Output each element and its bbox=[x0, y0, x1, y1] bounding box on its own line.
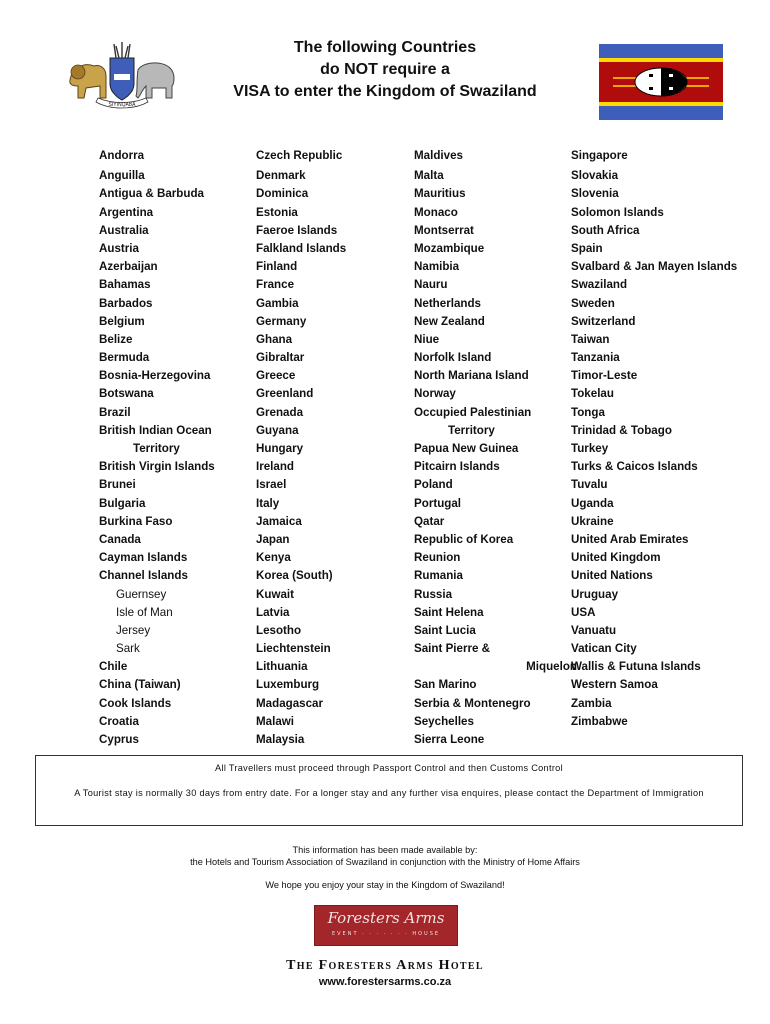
country-item: North Mariana Island bbox=[414, 369, 529, 383]
country-item: Gibraltar bbox=[256, 351, 305, 365]
country-item: Maldives bbox=[414, 149, 463, 162]
title-line-2: do NOT require a bbox=[320, 61, 450, 78]
country-item: Isle of Man bbox=[116, 605, 173, 619]
country-item: Germany bbox=[256, 314, 307, 328]
hotel-name: The Foresters Arms Hotel bbox=[286, 958, 484, 973]
country-item: Azerbaijan bbox=[99, 260, 158, 274]
country-item: Denmark bbox=[256, 169, 306, 183]
country-item: Finland bbox=[256, 260, 298, 274]
country-item: Saint Pierre & bbox=[414, 642, 491, 656]
country-item: Guernsey bbox=[116, 587, 167, 601]
country-item: Wallis & Futuna Islands bbox=[571, 660, 701, 674]
country-item: Norway bbox=[414, 387, 456, 401]
country-item: Botswana bbox=[99, 387, 154, 401]
country-item: Niue bbox=[414, 332, 440, 346]
country-item: Canada bbox=[99, 532, 141, 546]
country-item: Liechtenstein bbox=[256, 642, 331, 656]
country-item: Vatican City bbox=[571, 642, 637, 656]
country-item: Singapore bbox=[571, 149, 628, 162]
country-item: Russia bbox=[414, 587, 453, 601]
country-item: New Zealand bbox=[414, 314, 485, 328]
country-item: Switzerland bbox=[571, 314, 636, 328]
country-item: Spain bbox=[571, 241, 603, 255]
country-item: Italy bbox=[256, 496, 280, 510]
country-item: Greenland bbox=[256, 387, 314, 401]
country-item: Ghana bbox=[256, 332, 293, 346]
country-item: Lesotho bbox=[256, 623, 302, 637]
country-item: Vanuatu bbox=[571, 623, 617, 637]
travel-notice-box bbox=[35, 755, 743, 826]
country-item: Chile bbox=[99, 660, 128, 674]
country-item: Zambia bbox=[571, 696, 612, 710]
country-item: Malaysia bbox=[256, 733, 305, 746]
crest-motto: SIYINQABA bbox=[108, 102, 136, 108]
country-item: Croatia bbox=[99, 714, 139, 728]
country-item: Austria bbox=[99, 241, 139, 255]
country-item: Tonga bbox=[571, 405, 605, 419]
country-item: United Kingdom bbox=[571, 551, 661, 565]
country-item: Barbados bbox=[99, 296, 153, 310]
country-item: Republic of Korea bbox=[414, 532, 514, 546]
country-item: Slovakia bbox=[571, 169, 619, 183]
country-item: Jamaica bbox=[256, 514, 302, 528]
country-item: Miquelon bbox=[526, 660, 577, 674]
country-item: Kenya bbox=[256, 551, 291, 565]
title-line-3: VISA to enter the Kingdom of Swaziland bbox=[233, 83, 537, 100]
country-item: Slovenia bbox=[571, 187, 619, 201]
country-item: Solomon Islands bbox=[571, 205, 664, 219]
country-item: Korea (South) bbox=[256, 569, 333, 583]
country-item: Malawi bbox=[256, 714, 295, 728]
country-item: Ukraine bbox=[571, 514, 614, 528]
country-item: Belgium bbox=[99, 314, 145, 328]
foresters-arms-logo bbox=[314, 905, 458, 946]
country-item: Poland bbox=[414, 478, 453, 492]
country-item: Namibia bbox=[414, 260, 460, 274]
country-item: Guyana bbox=[256, 423, 299, 437]
country-item: Svalbard & Jan Mayen Islands bbox=[571, 260, 738, 274]
country-item: Reunion bbox=[414, 551, 461, 565]
notice-tourist-stay: A Tourist stay is normally 30 days from entry date. For a longer stay and any further visa enquires, please contact the Department of Immigration bbox=[74, 788, 704, 798]
country-item: Turkey bbox=[571, 442, 609, 455]
country-item: Mauritius bbox=[414, 187, 466, 201]
country-item: Nauru bbox=[414, 278, 448, 292]
swaziland-flag-icon bbox=[599, 44, 723, 120]
country-item: Brunei bbox=[99, 478, 136, 492]
country-item: British Indian Ocean bbox=[99, 423, 212, 437]
country-item: Hungary bbox=[256, 442, 304, 455]
country-item: Territory bbox=[448, 423, 495, 437]
page-title bbox=[185, 37, 585, 103]
country-item: Argentina bbox=[99, 205, 154, 219]
country-item: Belize bbox=[99, 332, 133, 346]
country-item: Swaziland bbox=[571, 278, 628, 292]
country-item: Luxemburg bbox=[256, 678, 320, 692]
notice-passport-control: All Travellers must proceed through Passport Control and then Customs Control bbox=[215, 763, 563, 773]
country-item: United Arab Emirates bbox=[571, 532, 689, 546]
country-item: Grenada bbox=[256, 405, 304, 419]
country-item: South Africa bbox=[571, 223, 640, 237]
country-item: Madagascar bbox=[256, 696, 324, 710]
country-item: Seychelles bbox=[414, 714, 474, 728]
country-item: Dominica bbox=[256, 187, 309, 201]
country-item: Saint Lucia bbox=[414, 623, 476, 637]
country-item: Norfolk Island bbox=[414, 351, 492, 365]
country-item: Uruguay bbox=[571, 587, 619, 601]
country-item: Burkina Faso bbox=[99, 514, 173, 528]
country-item: British Virgin Islands bbox=[99, 460, 215, 474]
hotel-website-link[interactable]: www.forestersarms.co.za bbox=[318, 976, 452, 988]
country-item: United Nations bbox=[571, 569, 653, 583]
country-item: Lithuania bbox=[256, 660, 308, 674]
country-item: Sark bbox=[116, 642, 140, 656]
title-line-1: The following Countries bbox=[293, 39, 477, 56]
country-item: Montserrat bbox=[414, 223, 474, 237]
country-item: Qatar bbox=[414, 514, 445, 528]
country-item: Territory bbox=[133, 442, 180, 455]
country-item: Estonia bbox=[256, 205, 298, 219]
country-item: Jersey bbox=[116, 623, 151, 637]
country-item: France bbox=[256, 278, 295, 292]
country-item: Cyprus bbox=[99, 733, 139, 746]
info-enjoy-stay: We hope you enjoy your stay in the Kingdom of Swaziland! bbox=[265, 880, 505, 890]
country-item: Bosnia-Herzegovina bbox=[99, 369, 211, 383]
country-item: Australia bbox=[99, 223, 149, 237]
country-item: Saint Helena bbox=[414, 605, 484, 619]
country-item: Rumania bbox=[414, 569, 463, 583]
country-item: Bermuda bbox=[99, 351, 150, 365]
country-item: Antigua & Barbuda bbox=[99, 187, 204, 201]
country-item: Papua New Guinea bbox=[414, 442, 519, 455]
country-item: Mozambique bbox=[414, 241, 485, 255]
country-item: Timor-Leste bbox=[571, 369, 638, 383]
country-item: Bahamas bbox=[99, 278, 151, 292]
country-item: Cook Islands bbox=[99, 696, 172, 710]
country-item: Occupied Palestinian bbox=[414, 405, 532, 419]
country-item: Anguilla bbox=[99, 169, 145, 183]
country-item: Kuwait bbox=[256, 587, 295, 601]
country-item: Sierra Leone bbox=[414, 733, 485, 746]
logo-script-text: Foresters Arms bbox=[327, 909, 445, 927]
country-item: Turks & Caicos Islands bbox=[571, 460, 698, 474]
country-item: Cayman Islands bbox=[99, 551, 188, 565]
country-item: Czech Republic bbox=[256, 149, 343, 162]
country-item: Zimbabwe bbox=[571, 714, 628, 728]
country-item: Sweden bbox=[571, 296, 615, 310]
country-item: Brazil bbox=[99, 405, 131, 419]
coat-of-arms-icon bbox=[66, 40, 178, 112]
country-item: Trinidad & Tobago bbox=[571, 423, 672, 437]
country-item: Tokelau bbox=[571, 387, 614, 401]
logo-small-text: EVENT · · · · · · · HOUSE bbox=[331, 931, 441, 937]
country-item: Latvia bbox=[256, 605, 290, 619]
country-item: Bulgaria bbox=[99, 496, 146, 510]
country-item: Pitcairn Islands bbox=[414, 460, 500, 474]
country-item: Japan bbox=[256, 532, 290, 546]
country-item: Netherlands bbox=[414, 296, 482, 310]
country-item: San Marino bbox=[414, 678, 477, 692]
country-item: Ireland bbox=[256, 460, 295, 474]
country-item: Israel bbox=[256, 478, 287, 492]
country-item: China (Taiwan) bbox=[99, 678, 181, 692]
country-item: Uganda bbox=[571, 496, 614, 510]
country-item: Tuvalu bbox=[571, 478, 608, 492]
country-item: Monaco bbox=[414, 205, 458, 219]
country-item: USA bbox=[571, 605, 596, 619]
country-item: Faeroe Islands bbox=[256, 223, 338, 237]
country-item: Gambia bbox=[256, 296, 299, 310]
country-item: Serbia & Montenegro bbox=[414, 696, 531, 710]
country-column-4 bbox=[571, 147, 756, 731]
info-association: the Hotels and Tourism Association of Swaziland in conjunction with the Ministry of Home Affairs bbox=[190, 857, 580, 867]
country-item: Andorra bbox=[99, 149, 145, 162]
country-item: Taiwan bbox=[571, 332, 610, 346]
info-made-available: This information has been made available by: bbox=[292, 845, 478, 855]
country-item: Western Samoa bbox=[571, 678, 658, 692]
country-item: Tanzania bbox=[571, 351, 620, 365]
country-item: Portugal bbox=[414, 496, 462, 510]
country-item: Malta bbox=[414, 169, 444, 183]
country-item: Channel Islands bbox=[99, 569, 188, 583]
country-item: Greece bbox=[256, 369, 296, 383]
country-item: Falkland Islands bbox=[256, 241, 347, 255]
